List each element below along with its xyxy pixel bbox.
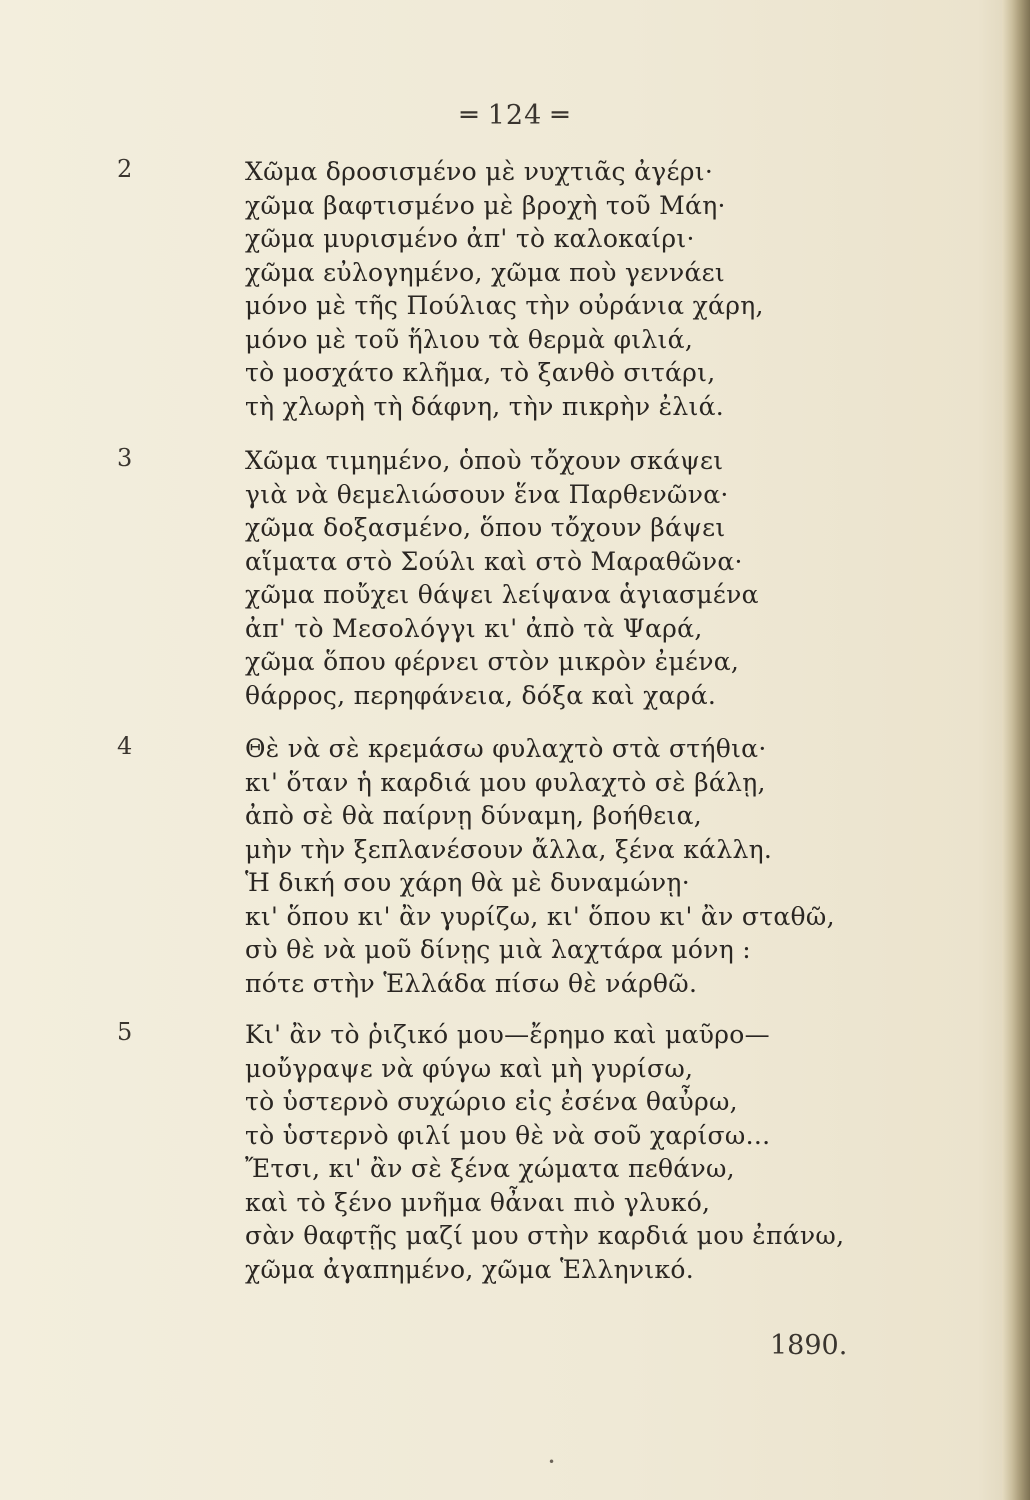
verse-line: ἀπ' τὸ Μεσολόγγι κι' ἀπὸ τὰ Ψαρά, [245,613,703,643]
verse-line: μόνο μὲ τοῦ ἥλιου τὰ θερμὰ φιλιά, [245,324,694,354]
verse-line: σὰν θαφτῇς μαζί μου στὴν καρδιά μου ἐπάνω, [245,1221,845,1250]
verse-line: αἵματα στὸ Σούλι καὶ στὸ Μαραθῶνα· [245,546,743,576]
verse-line: καὶ τὸ ξένο μνῆμα θἆναι πιὸ γλυκό, [245,1187,711,1217]
verse-line: θάρρος, περηφάνεια, δόξα καὶ χαρά. [245,680,717,710]
verse-line: χῶμα ἀγαπημένο, χῶμα Ἑλληνικό. [245,1254,695,1284]
poem-date: 1890. [770,1330,848,1361]
verse-line: Χῶμα τιμημένο, ὁποὺ τὄχουν σκάψει [245,446,724,475]
page-number-header: ═ 124 ═ [460,100,570,131]
verse-line: χῶμα εὐλογημένο, χῶμα ποὺ γεννάει [245,257,725,287]
verse-line: χῶμα ὅπου φέρνει στὸν μικρὸν ἐμένα, [245,647,740,676]
verse-line: τὸ ὑστερνὸ φιλί μου θὲ νὰ σοῦ χαρίσω... [245,1120,771,1150]
stanza-number: 2 [117,155,133,183]
verse-line: χῶμα δοξασμένο, ὅπου τὄχουν βάψει [245,513,726,542]
verse-line: Θὲ νὰ σὲ κρεμάσω φυλαχτὸ στὰ στήθια· [245,734,767,763]
verse-line: τὴ χλωρὴ τὴ δάφνη, τὴν πικρὴν ἐλιά. [245,391,725,421]
verse-line: ἀπὸ σὲ θὰ παίρνῃ δύναμη, βοήθεια, [245,801,703,830]
verse-line: τὸ μοσχάτο κλῆμα, τὸ ξανθὸ σιτάρι, [245,358,716,387]
stanza-lines [245,444,759,712]
verse-line: χῶμα βαφτισμένο μὲ βροχὴ τοῦ Μάη· [245,190,726,220]
stanza-lines [245,732,835,1000]
stanza-number: 5 [117,1018,133,1046]
verse-line: Ἔτσι, κι' ἂν σὲ ξένα χώματα πεθάνω, [245,1154,735,1183]
verse-line: μὴν τὴν ξεπλανέσουν ἄλλα, ξένα κάλλη. [245,834,773,864]
verse-line: πότε στὴν Ἑλλάδα πίσω θὲ νάρθῶ. [245,968,698,998]
verse-line: χῶμα μυρισμένο ἀπ' τὸ καλοκαίρι· [245,224,695,253]
verse-line: σὺ θὲ νὰ μοῦ δίνῃς μιὰ λαχτάρα μόνη : [245,935,752,964]
verse-line: κι' ὅπου κι' ἂν γυρίζω, κι' ὅπου κι' ἂν σταθῶ, [245,901,835,931]
verse-line: μόνο μὲ τῆς Πούλιας τὴν οὐράνια χάρη, [245,291,764,320]
stanza-number: 4 [117,732,133,760]
stanza-number: 3 [117,444,133,472]
verse-line: Χῶμα δροσισμένο μὲ νυχτιᾶς ἀγέρι· [245,157,714,186]
book-spine-edge [1002,0,1030,1500]
print-speck: • [548,1455,556,1469]
verse-line: Κι' ἂν τὸ ῥιζικό μου—ἔρημο καὶ μαῦρο— [245,1020,770,1049]
verse-line: γιὰ νὰ θεμελιώσουν ἕνα Παρθενῶνα· [245,479,729,509]
verse-line: χῶμα ποὔχει θάψει λείψανα ἁγιασμένα [245,580,759,609]
verse-line: τὸ ὑστερνὸ συχώριο εἰς ἐσένα θαὖρω, [245,1087,738,1116]
stanza-lines [245,1018,844,1286]
stanza-lines [245,155,764,423]
verse-line: Ἡ δική σου χάρη θὰ μὲ δυναμώνῃ· [245,868,690,897]
verse-line: κι' ὅταν ἡ καρδιά μου φυλαχτὸ σὲ βάλῃ, [245,767,766,797]
verse-line: μοὔγραψε νὰ φύγω καὶ μὴ γυρίσω, [245,1053,694,1083]
